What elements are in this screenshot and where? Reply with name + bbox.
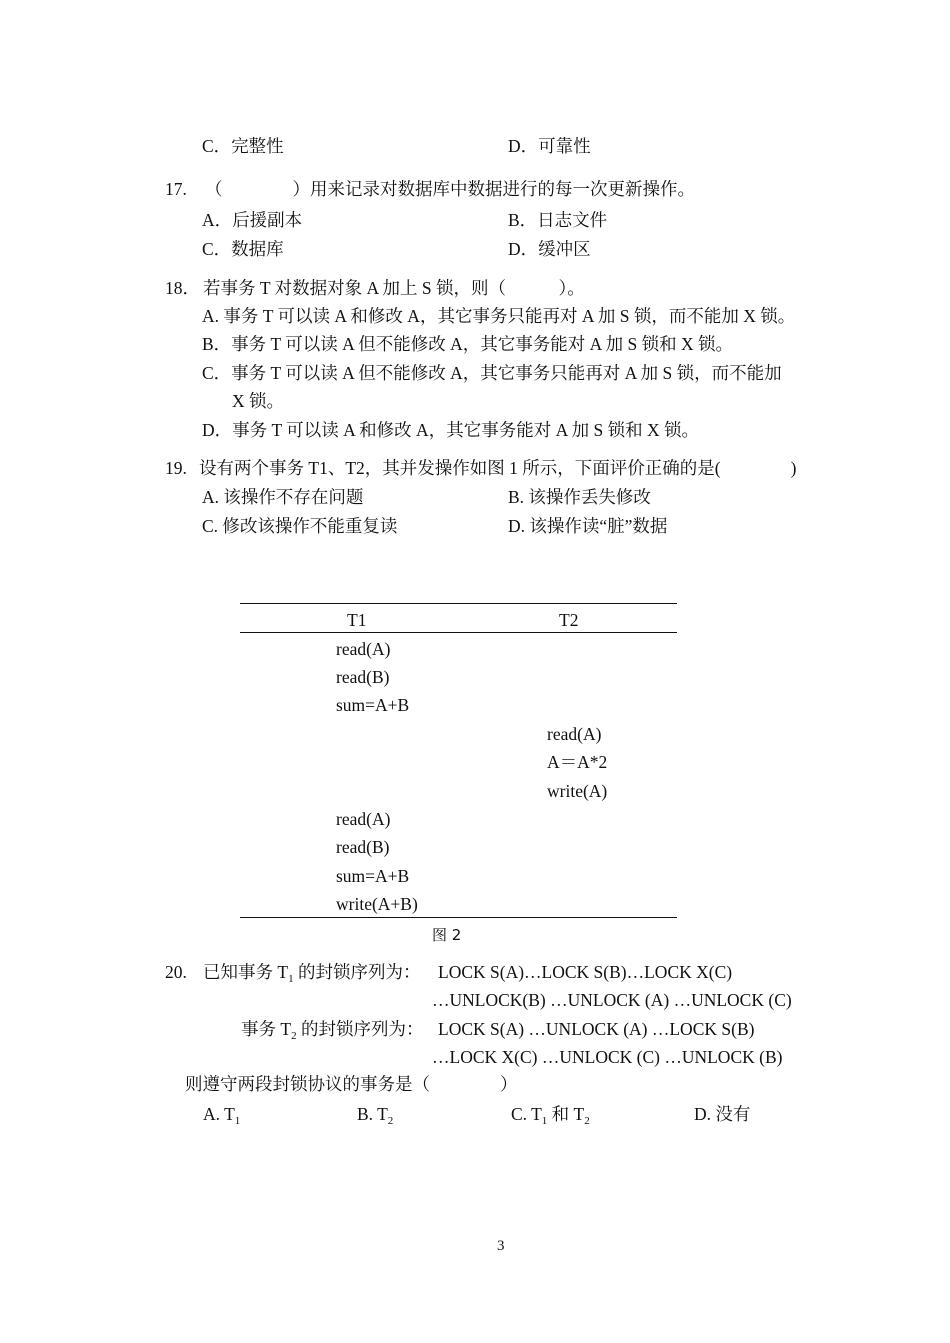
q18-stem: 若事务 T 对数据对象 A 加上 S 锁，则（ ）。	[203, 278, 585, 298]
q18-number: 18．	[165, 278, 200, 298]
table-header-t2: T2	[559, 610, 579, 630]
t2-op: write(A)	[547, 781, 608, 801]
q16-option-c: C．完整性	[202, 136, 284, 156]
q20-number: 20.	[165, 962, 187, 982]
q19-option-b: B. 该操作丢失修改	[508, 487, 651, 507]
t1-op: read(A)	[336, 809, 391, 829]
t1-op: write(A+B)	[336, 894, 418, 914]
q20-t2-label: 事务 $T_2$ 的封锁序列为：	[241, 1019, 424, 1042]
q17-option-b: B．日志文件	[508, 210, 608, 230]
q17-stem: （ ）用来记录对数据库中数据进行的每一次更新操作。	[205, 179, 695, 199]
q20-t2-sequence-line2: …LOCK X(C) …UNLOCK (C) …UNLOCK (B)	[432, 1047, 783, 1067]
q19-option-d: D. 该操作读“脏”数据	[508, 516, 668, 536]
q18-option-d: D．事务 T 可以读 A 和修改 A，其它事务能对 A 加 S 锁和 X 锁。	[202, 420, 699, 440]
q18-option-b: B．事务 T 可以读 A 但不能修改 A，其它事务能对 A 加 S 锁和 X 锁。	[202, 334, 734, 354]
figure-caption: 图 2	[432, 926, 462, 944]
q20-t1-sequence-line2: …UNLOCK(B) …UNLOCK (A) …UNLOCK (C)	[432, 990, 792, 1010]
q17-option-d: D．缓冲区	[508, 239, 591, 259]
q20-stem: 则遵守两段封锁协议的事务是（ ）	[185, 1074, 518, 1094]
table-bottom-rule	[240, 917, 677, 918]
t2-op: read(A)	[547, 724, 602, 744]
t1-op: sum=A+B	[336, 866, 410, 886]
q18-option-a: A. 事务 T 可以读 A 和修改 A，其它事务只能再对 A 加 S 锁，而不能加 X 锁。	[202, 306, 796, 326]
q20-option-d: D. 没有	[694, 1104, 751, 1124]
q19-number: 19.	[165, 458, 187, 478]
q18-option-c-line2: X 锁。	[232, 391, 285, 411]
t1-op: read(B)	[336, 837, 390, 857]
q20-option-c: C. $T_1$ 和 $T_2$	[511, 1104, 590, 1127]
q20-t1-sequence-line1: LOCK S(A)…LOCK S(B)…LOCK X(C)	[438, 962, 733, 982]
q20-option-b: B. $T_2$	[357, 1104, 394, 1127]
q20-option-a: A. $T_1$	[203, 1104, 241, 1127]
q18-option-c-line1: C．事务 T 可以读 A 但不能修改 A，其它事务只能再对 A 加 S 锁，而不能加	[202, 363, 782, 383]
q19-stem: 设有两个事务 T1、T2，其并发操作如图 1 所示，下面评价正确的是( )	[199, 458, 797, 478]
table-header-t1: T1	[347, 610, 367, 630]
t2-op: A＝A*2	[547, 752, 608, 772]
q17-number: 17.	[165, 179, 187, 199]
q20-t1-label: 已知事务 $T_1$ 的封锁序列为：	[203, 962, 421, 985]
q17-option-a: A．后援副本	[202, 210, 303, 230]
q19-option-a: A. 该操作不存在问题	[202, 487, 364, 507]
t1-op: read(A)	[336, 639, 391, 659]
page-number: 3	[497, 1238, 505, 1254]
table-top-rule	[240, 603, 677, 604]
t1-op: read(B)	[336, 667, 390, 687]
q16-option-d: D．可靠性	[508, 136, 591, 156]
t1-op: sum=A+B	[336, 695, 410, 715]
table-header-rule	[240, 632, 677, 633]
q19-option-c: C. 修改该操作不能重复读	[202, 516, 398, 536]
q20-t2-sequence-line1: LOCK S(A) …UNLOCK (A) …LOCK S(B)	[438, 1019, 755, 1039]
q17-option-c: C．数据库	[202, 239, 284, 259]
